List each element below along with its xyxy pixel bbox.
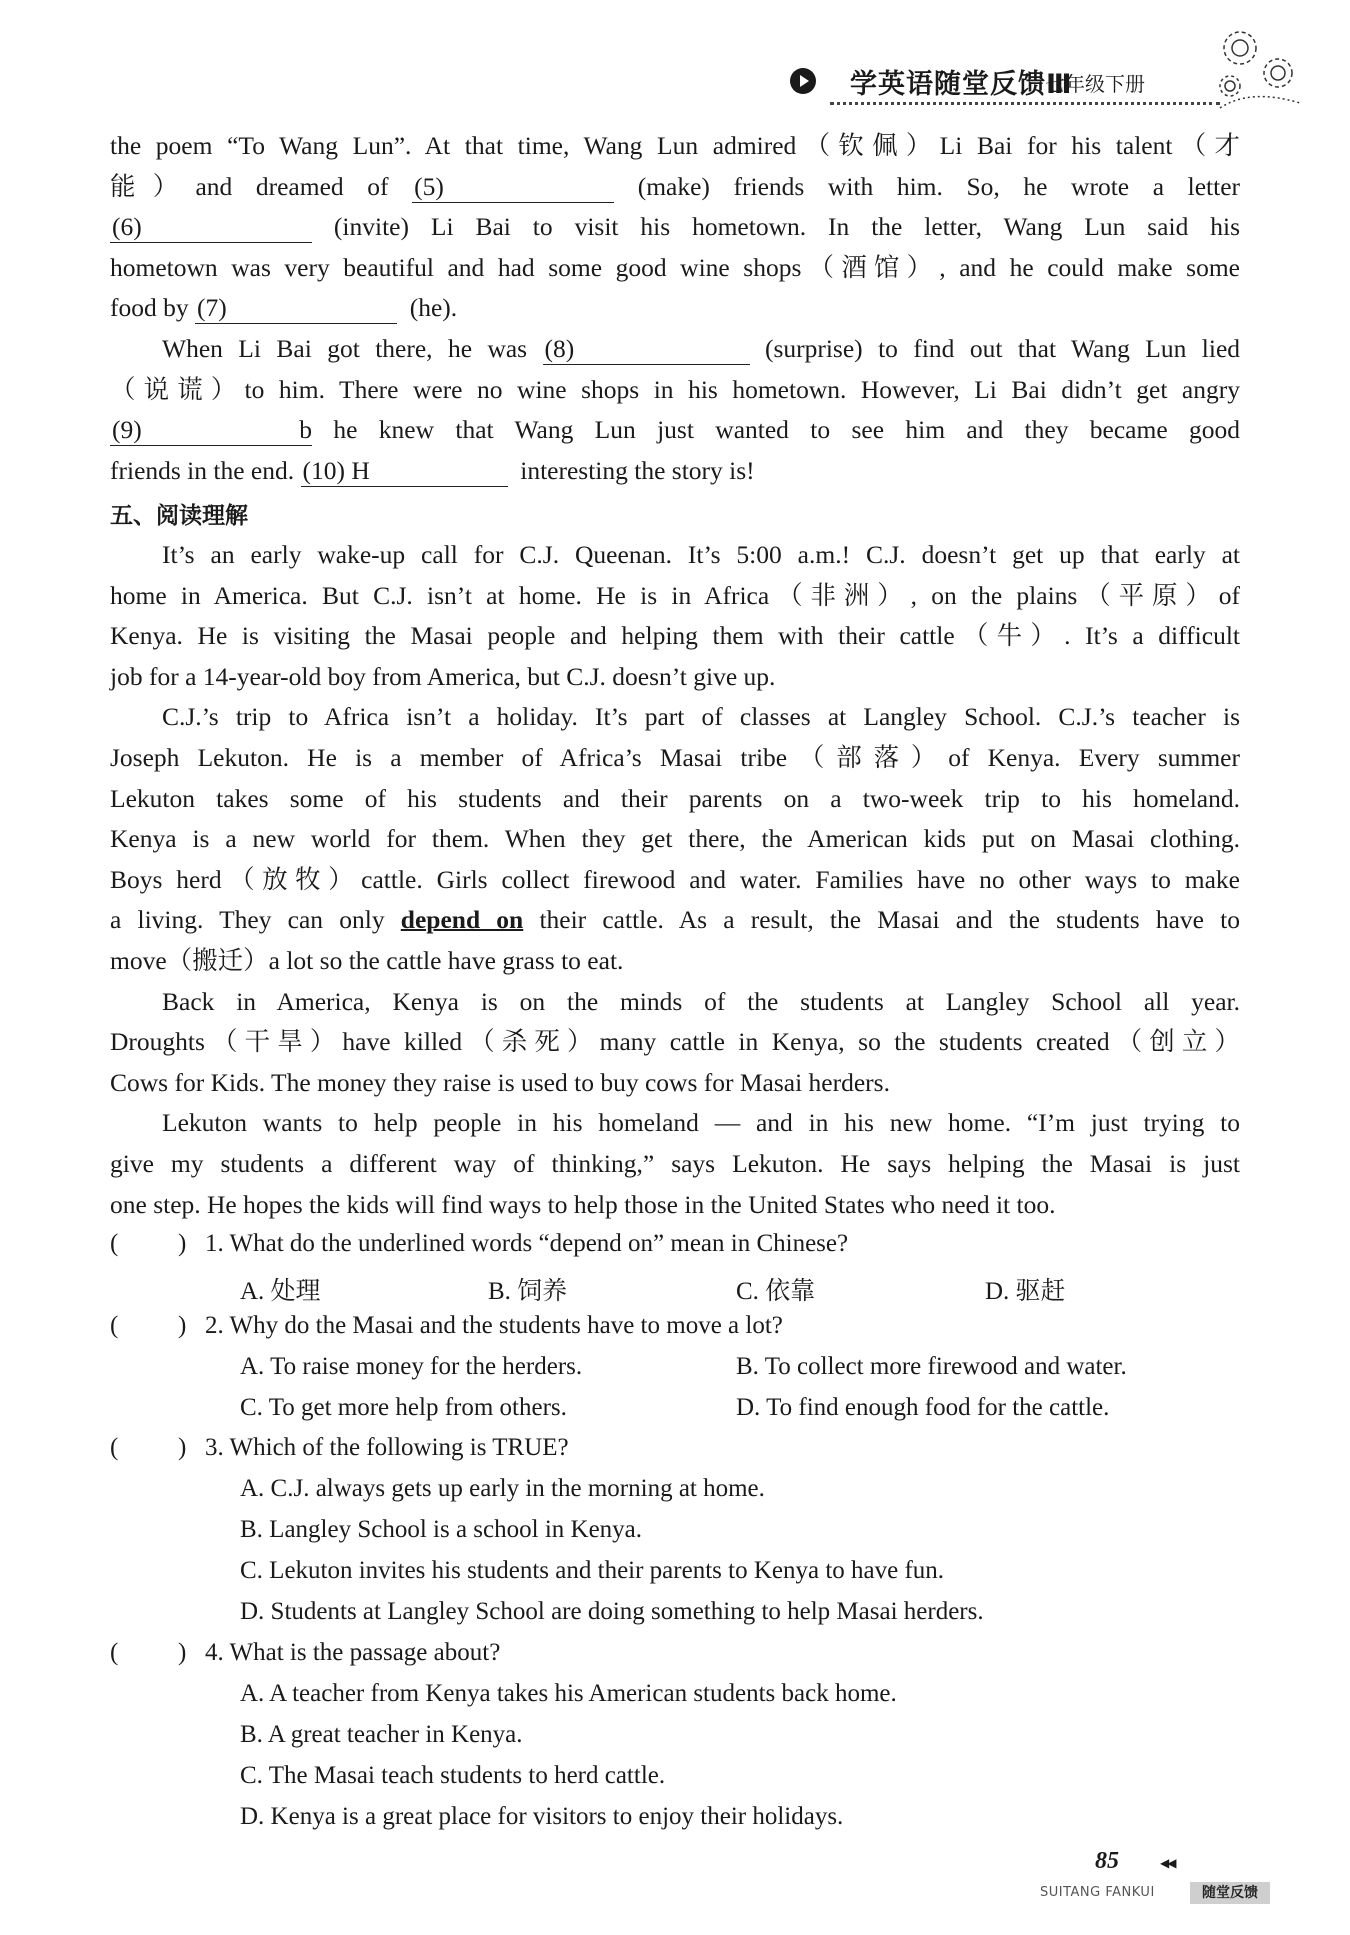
text-line: (6) (invite) Li Bai to visit his hometown. In the letter, Wang Lun said his <box>112 212 1240 242</box>
option-c[interactable]: C. To get more help from others. <box>240 1394 567 1421</box>
cloze-passage <box>110 126 1240 491</box>
text-line: Kenya is a new world for them. When they get there, the American kids put on Masai clothing. <box>110 824 1240 854</box>
answer-blank-8[interactable]: (8) <box>543 334 750 365</box>
text-line: one step. He hopes the kids will find ways to help those in the United States who need it too. <box>110 1189 1056 1219</box>
flower-decoration-icon <box>1200 18 1320 118</box>
text-line: Cows for Kids. The money they raise is used to buy cows for Masai herders. <box>110 1067 890 1097</box>
answer-blank-9[interactable]: (9) b <box>112 415 312 445</box>
question-text: 3. Which of the following is TRUE? <box>205 1434 569 1461</box>
answer-blank-10[interactable]: (10) H <box>301 456 508 487</box>
header-divider <box>830 102 1220 105</box>
reading-passage <box>110 535 1240 1225</box>
option-a[interactable]: A. To raise money for the herders. <box>240 1353 583 1380</box>
play-icon <box>790 68 816 94</box>
option-a[interactable]: A. 处理 <box>240 1278 321 1305</box>
grade-label: 七年级下册 <box>1045 72 1145 96</box>
option-b[interactable]: B. Langley School is a school in Kenya. <box>240 1516 643 1543</box>
text-line: home in America. But C.J. isn’t at home. He is in Africa（非洲）, on the plains（平原）of <box>110 580 1240 610</box>
text-line: friends in the end. (10) H interesting the story is! <box>110 455 755 485</box>
brand-chinese: 随堂反馈 <box>1190 1882 1270 1904</box>
text-line: job for a 14-year-old boy from America, but C.J. doesn’t give up. <box>110 661 776 691</box>
question-text: 2. Why do the Masai and the students have to move a lot? <box>205 1312 783 1339</box>
page-number: 85 <box>1095 1848 1119 1874</box>
text-line: Back in America, Kenya is on the minds of the students at Langley School all year. <box>162 986 1240 1016</box>
arrow-left-icon: ◀◀ <box>1160 1856 1175 1870</box>
answer-blank-6[interactable]: (6) <box>110 212 312 243</box>
answer-blank-7[interactable]: (7) <box>195 293 397 324</box>
option-d[interactable]: D. Students at Langley School are doing something to help Masai herders. <box>240 1598 984 1625</box>
question-text: 4. What is the passage about? <box>205 1639 501 1666</box>
text-line: food by (7) (he). <box>110 293 458 323</box>
text-line: When Li Bai got there, he was (8) (surprise) to find out that Wang Lun lied <box>162 333 1241 363</box>
text-line: (9) b he knew that Wang Lun just wanted to see him and they became good <box>112 415 1241 445</box>
option-b[interactable]: B. 饲养 <box>488 1278 568 1305</box>
text-line: Joseph Lekuton. He is a member of Africa’s Masai tribe（部落）of Kenya. Every summer <box>110 742 1240 772</box>
question-4: ( ) 4. What is the passage about? <box>110 1639 501 1666</box>
option-b[interactable]: B. To collect more firewood and water. <box>736 1353 1127 1380</box>
option-d[interactable]: D. Kenya is a great place for visitors to enjoy their holidays. <box>240 1803 844 1830</box>
option-c[interactable]: C. 依靠 <box>736 1278 816 1305</box>
text-line: It’s an early wake-up call for C.J. Queenan. It’s 5:00 a.m.! C.J. doesn’t get up that early at <box>162 540 1240 569</box>
option-a[interactable]: A. C.J. always gets up early in the morning at home. <box>240 1475 765 1502</box>
option-b[interactable]: B. A great teacher in Kenya. <box>240 1721 523 1748</box>
text-line: give my students a different way of thinking,” says Lekuton. He says helping the Masai is just <box>110 1148 1240 1178</box>
brand-english: SUITANG FANKUI <box>1040 1885 1155 1900</box>
text-line: the poem “To Wang Lun”. At that time, Wang Lun admired（钦佩）Li Bai for his talent（才 <box>110 131 1240 160</box>
option-d[interactable]: D. To find enough food for the cattle. <box>736 1394 1110 1421</box>
book-title: 学英语随堂反馈Ⅲ <box>850 69 1073 100</box>
question-text: 1. What do the underlined words “depend on” mean in Chinese? <box>205 1230 849 1257</box>
question-3: ( ) 3. Which of the following is TRUE? <box>110 1434 569 1461</box>
section-heading: 五、阅读理解 <box>110 503 248 529</box>
page-header <box>790 60 1250 110</box>
text-line: Droughts（干旱）have killed（杀死）many cattle in Kenya, so the students created（创立） <box>110 1027 1240 1057</box>
text-line: C.J.’s trip to Africa isn’t a holiday. It’s part of classes at Langley School. C.J.’s teacher is <box>162 702 1240 732</box>
text-line: 能）and dreamed of (5) (make) friends with him. So, he wrote a letter <box>110 171 1241 201</box>
underlined-phrase: depend on <box>400 905 524 935</box>
footer-brand <box>1040 1882 1270 1904</box>
text-line: Lekuton wants to help people in his homeland — and in his new home. “I’m just trying to <box>162 1108 1240 1138</box>
text-line: move（搬迁）a lot so the cattle have grass to eat. <box>110 945 624 975</box>
text-line: a living. They can only depend on their cattle. As a result, the Masai and the students have to <box>110 905 1241 935</box>
option-c[interactable]: C. The Masai teach students to herd cattle. <box>240 1762 666 1789</box>
option-d[interactable]: D. 驱赶 <box>985 1278 1066 1305</box>
answer-blank-5[interactable]: (5) <box>412 172 614 203</box>
text-line: Kenya. He is visiting the Masai people and helping them with their cattle（牛）. It’s a difficult <box>110 621 1240 651</box>
option-a[interactable]: A. A teacher from Kenya takes his American students back home. <box>240 1680 897 1707</box>
text-line: hometown was very beautiful and had some good wine shops（酒馆）, and he could make some <box>110 252 1240 282</box>
question-1: ( ) 1. What do the underlined words “depend on” mean in Chinese? <box>110 1230 849 1257</box>
text-line: Lekuton takes some of his students and their parents on a two-week trip to his homeland. <box>110 783 1240 813</box>
option-c[interactable]: C. Lekuton invites his students and their parents to Kenya to have fun. <box>240 1557 945 1584</box>
text-line: Boys herd（放牧）cattle. Girls collect firewood and water. Families have no other ways to make <box>110 864 1240 894</box>
text-line: （说谎）to him. There were no wine shops in his hometown. However, Li Bai didn’t get angry <box>110 374 1240 404</box>
question-2: ( ) 2. Why do the Masai and the students have to move a lot? <box>110 1312 783 1339</box>
